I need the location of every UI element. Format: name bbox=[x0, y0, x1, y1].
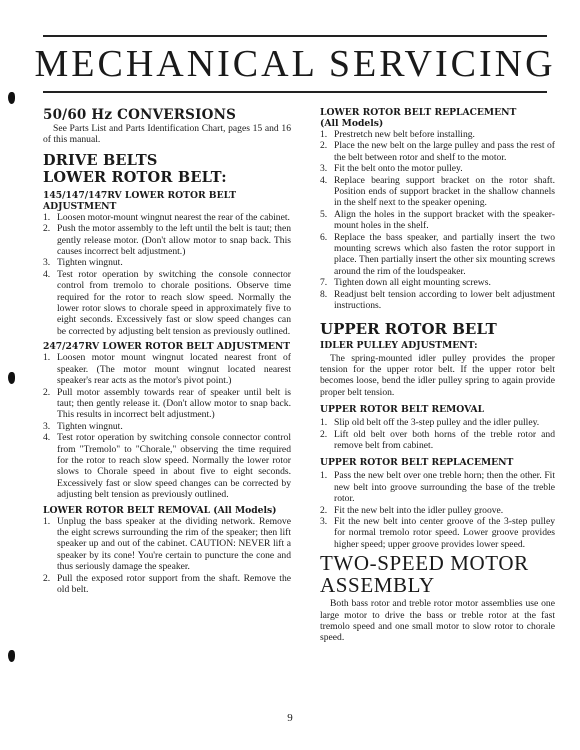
section-heading: 145/147/147RV LOWER ROTOR BELT ADJUSTMENT bbox=[43, 189, 237, 212]
page-title: MECHANICAL SERVICING bbox=[34, 43, 556, 85]
two-speed-motor-heading: TWO-SPEED MOTOR ASSEMBLY bbox=[320, 551, 529, 598]
list-item: 1. Slip old belt off the 3-step pulley and the idler pulley. bbox=[320, 417, 540, 429]
step-list bbox=[43, 212, 291, 337]
drive-belts-heading: DRIVE BELTS bbox=[43, 151, 158, 169]
right-column bbox=[320, 107, 555, 644]
list-item: 1. Unplug the bass speaker at the dividing network. Remove the eight screws surrounding the rim of the speaker; then lift speaker up and out of the cabinet. CAUTION: NEVER lift a speaker by its cone! You're certain to puncture the cone and thus seriously damage the speaker. bbox=[43, 515, 291, 573]
list-item: 1. Prestretch new belt before installing. bbox=[320, 129, 475, 140]
list-item: 4. Test rotor operation by switching the console connector control from tremolo to chorale positions. Observe time required for the rotor to reach slow speed. Normally the lower rotor slows to chorale speed in approximately five to eight seconds. Excessively fast or slow speed changes can be corrected by adjusting belt tension as previously outlined. bbox=[43, 268, 291, 337]
section-heading: LOWER ROTOR BELT REPLACEMENT bbox=[320, 107, 517, 118]
list-item: 4. Replace bearing support bracket on the rotor shaft. Position ends of support bracket in the shallow channels in the shelf next to the speaker opening. bbox=[320, 174, 555, 209]
list-item: 2. Lift old belt over both horns of the treble rotor and remove belt from cabinet. bbox=[320, 428, 555, 451]
step-list bbox=[43, 352, 291, 500]
list-item: 5. Align the holes in the support bracket with the speaker-mount holes in the shelf. bbox=[320, 208, 555, 232]
lower-rotor-belt-heading: LOWER ROTOR BELT: bbox=[43, 168, 227, 186]
step-list bbox=[320, 470, 555, 550]
list-item: 4. Test rotor operation by switching console connector control from "Tremolo" to "Chorale," observing the time required for the rotor to reach slow speed. Normally the lower rotor slows to Chorale speed in about five to eight seconds. Excessively fast or slow speed changes can be corrected by adjusting belt tension as previously outlined. bbox=[43, 432, 291, 501]
list-item: 1. Loosen motor-mount wingnut nearest the rear of the cabinet. bbox=[43, 211, 290, 223]
list-item: 2. Pull motor assembly towards rear of speaker until belt is taut; then gently release it. (Don't allow motor to snap back. This results in incorrect belt adjustment.) bbox=[43, 386, 291, 421]
idler-text: The spring-mounted idler pulley provides the proper tension for the upper rotor belt. If the upper rotor belt becomes loose, bend the idler pulley spring to again provide proper belt tension. bbox=[320, 352, 555, 398]
list-item: 3. Fit the new belt into center groove of the 3-step pulley for normal tremolo rotor speed. Lower groove provides higher speed; upper groove provides lower speed. bbox=[320, 515, 555, 550]
section-heading: UPPER ROTOR BELT REMOVAL bbox=[320, 404, 485, 416]
list-item: 6. Replace the bass speaker, and partially insert the two mounting screws which also fasten the rotor support in place. Then partially insert the other six mounting screws around the rim of the loudspeaker. bbox=[320, 231, 555, 277]
list-item: 3. Tighten wingnut. bbox=[43, 420, 123, 432]
list-item: 1. Loosen motor mount wingnut located nearest front of speaker. (The motor mount wingnut located nearest speaker's rear acts as the motor's pivot point.) bbox=[43, 352, 291, 387]
section-subheading: (All Models) bbox=[320, 118, 384, 129]
list-item: 2. Fit the new belt into the idler pulley groove. bbox=[320, 504, 504, 516]
list-item: 1. Pass the new belt over one treble horn; then the other. Fit new belt into groove surrounding the base of the treble rotor. bbox=[320, 470, 555, 505]
punch-hole-mark bbox=[8, 650, 15, 662]
page-title-banner bbox=[34, 35, 556, 93]
section-heading: IDLER PULLEY ADJUSTMENT: bbox=[320, 339, 478, 351]
list-item: 8. Readjust belt tension according to lower belt adjustment instructions. bbox=[320, 288, 555, 312]
list-item: 3. Tighten wingnut. bbox=[43, 257, 123, 269]
conversions-heading: 50/60 Hz CONVERSIONS bbox=[43, 107, 237, 123]
punch-hole-mark bbox=[8, 92, 15, 104]
section-heading: 247/247RV LOWER ROTOR BELT ADJUSTMENT bbox=[43, 341, 291, 353]
page-number: 9 bbox=[287, 712, 293, 724]
list-item: 2. Place the new belt on the large pulley and pass the rest of the belt between rotor and shelf to the motor. bbox=[320, 140, 555, 163]
section-heading: UPPER ROTOR BELT REPLACEMENT bbox=[320, 457, 514, 469]
conversions-text: See Parts List and Parts Identification Chart, pages 15 and 16 of this manual. bbox=[43, 123, 291, 146]
list-item: 7. Tighten down all eight mounting screws. bbox=[320, 277, 491, 289]
section-heading: LOWER ROTOR BELT REMOVAL (All Models) bbox=[43, 504, 277, 516]
list-item: 3. Fit the belt onto the motor pulley. bbox=[320, 163, 463, 175]
list-item: 2. Pull the exposed rotor support from the shaft. Remove the old belt. bbox=[43, 572, 291, 595]
step-list bbox=[43, 516, 291, 596]
punch-hole-mark bbox=[8, 372, 15, 384]
step-list bbox=[320, 417, 555, 451]
upper-rotor-belt-heading: UPPER ROTOR BELT bbox=[320, 319, 497, 338]
step-list bbox=[320, 129, 555, 312]
two-speed-text: Both bass rotor and treble rotor motor assemblies use one large motor to drive the bass or treble rotor at the fast tremolo speed and one small motor to slow rotor to chorale speed. bbox=[320, 598, 555, 644]
left-column bbox=[43, 107, 291, 595]
list-item: 2. Push the motor assembly to the left until the belt is taut; then gently release motor. (Don't allow motor to snap back. This causes incorrect belt adjustment.) bbox=[43, 223, 291, 258]
